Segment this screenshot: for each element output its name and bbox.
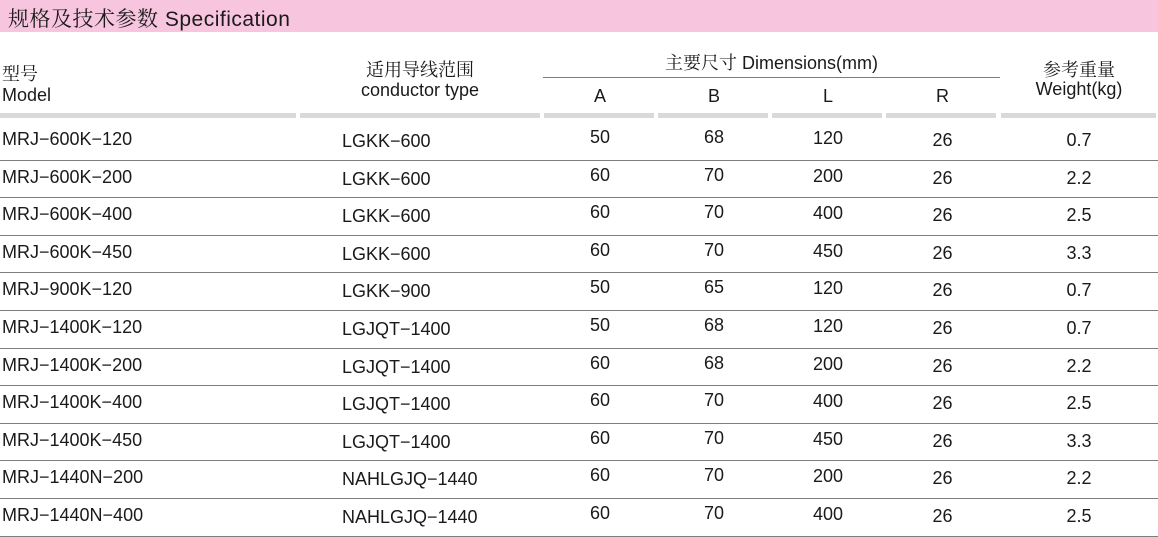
row-divider (0, 348, 1158, 349)
cell-a: 60 (589, 164, 611, 185)
cell-b: 70 (703, 164, 725, 185)
cell-conductor: LGKK−600 (342, 206, 431, 227)
cell-conductor: LGJQT−1400 (342, 431, 451, 452)
cell-model: MRJ−1400K−200 (2, 354, 143, 375)
cell-weight: 0.7 (1066, 130, 1092, 150)
cell-a: 60 (589, 352, 611, 373)
cell-r: 26 (932, 318, 953, 338)
header-separator (1001, 113, 1156, 118)
cell-conductor: LGKK−600 (342, 131, 431, 151)
cell-weight: 2.2 (1066, 468, 1092, 489)
header-weight-cn: 参考重量 (1043, 60, 1115, 80)
cell-weight: 0.7 (1066, 318, 1092, 338)
row-divider (0, 160, 1158, 161)
row-divider (0, 197, 1158, 198)
cell-conductor: LGKK−900 (342, 281, 431, 302)
cell-model: MRJ−600K−450 (2, 241, 133, 262)
row-divider (0, 272, 1158, 273)
cell-b: 70 (703, 202, 725, 223)
cell-l: 200 (812, 165, 844, 186)
header-dimensions: 主要尺寸 Dimensions(mm) (664, 53, 878, 73)
cell-a: 60 (589, 503, 611, 523)
header-separator (0, 113, 296, 118)
header-separator (772, 113, 882, 118)
cell-b: 68 (703, 315, 725, 335)
cell-l: 400 (812, 504, 844, 524)
cell-conductor: NAHLGJQ−1440 (342, 507, 478, 527)
cell-weight: 2.2 (1066, 355, 1092, 376)
cell-l: 200 (812, 353, 844, 374)
cell-r: 26 (932, 393, 953, 414)
cell-model: MRJ−600K−120 (2, 129, 133, 149)
header-separator (886, 113, 996, 118)
cell-a: 60 (589, 390, 611, 411)
cell-weight: 0.7 (1066, 280, 1092, 301)
dimensions-underline (543, 77, 1000, 78)
row-divider (0, 460, 1158, 461)
cell-l: 400 (812, 391, 844, 412)
cell-model: MRJ−1440N−200 (2, 467, 144, 488)
cell-conductor: LGJQT−1400 (342, 356, 451, 377)
row-divider (0, 498, 1158, 499)
cell-r: 26 (932, 430, 953, 451)
cell-model: MRJ−1440N−400 (2, 505, 144, 525)
cell-b: 70 (703, 239, 725, 260)
cell-model: MRJ−1400K−120 (2, 317, 143, 337)
cell-b: 70 (703, 427, 725, 448)
cell-l: 400 (812, 203, 844, 224)
cell-a: 50 (589, 127, 611, 147)
cell-r: 26 (932, 130, 953, 150)
cell-weight: 3.3 (1066, 430, 1092, 451)
cell-weight: 3.3 (1066, 242, 1092, 263)
cell-r: 26 (932, 205, 953, 226)
cell-b: 70 (703, 390, 725, 411)
cell-l: 200 (812, 466, 844, 487)
header-col-b: B (707, 86, 720, 106)
cell-conductor: LGKK−600 (342, 243, 431, 264)
cell-weight: 2.2 (1066, 167, 1092, 188)
header-weight-en: Weight(kg) (1035, 79, 1123, 99)
cell-model: MRJ−1400K−400 (2, 392, 143, 413)
cell-b: 68 (703, 352, 725, 373)
page-title: 规格及技术参数 Specification (8, 8, 291, 31)
cell-conductor: NAHLGJQ−1440 (342, 469, 478, 490)
cell-conductor: LGJQT−1400 (342, 394, 451, 415)
cell-l: 450 (812, 240, 844, 261)
cell-a: 60 (589, 465, 611, 486)
row-divider (0, 310, 1158, 311)
cell-weight: 2.5 (1066, 205, 1092, 226)
cell-r: 26 (932, 355, 953, 376)
header-model-en: Model (2, 85, 52, 105)
cell-conductor: LGJQT−1400 (342, 319, 451, 339)
header-col-r: R (936, 86, 949, 106)
cell-l: 450 (812, 428, 844, 449)
header-separator (544, 113, 654, 118)
cell-weight: 2.5 (1066, 506, 1092, 526)
cell-r: 26 (932, 167, 953, 188)
cell-a: 50 (589, 315, 611, 335)
header-conductor-cn: 适用导线范围 (366, 60, 474, 80)
row-divider (0, 423, 1158, 424)
cell-b: 70 (703, 465, 725, 486)
cell-a: 60 (589, 239, 611, 260)
cell-l: 120 (812, 278, 844, 299)
cell-r: 26 (932, 468, 953, 489)
header-col-l: L (822, 86, 833, 106)
cell-b: 70 (703, 503, 725, 523)
row-divider (0, 235, 1158, 236)
header-separator (300, 113, 540, 118)
cell-b: 68 (703, 127, 725, 147)
cell-a: 60 (589, 202, 611, 223)
cell-model: MRJ−600K−200 (2, 166, 133, 187)
header-model-cn: 型号 (2, 64, 38, 84)
title-bar (0, 0, 1158, 32)
cell-b: 65 (703, 277, 725, 298)
cell-l: 120 (812, 128, 844, 148)
header-col-a: A (593, 86, 606, 106)
cell-conductor: LGKK−600 (342, 168, 431, 189)
cell-weight: 2.5 (1066, 393, 1092, 414)
cell-r: 26 (932, 280, 953, 301)
header-conductor-en: conductor type (360, 80, 480, 100)
cell-l: 120 (812, 316, 844, 336)
cell-a: 50 (589, 277, 611, 298)
cell-model: MRJ−900K−120 (2, 279, 133, 300)
cell-model: MRJ−600K−400 (2, 204, 133, 225)
cell-r: 26 (932, 242, 953, 263)
cell-a: 60 (589, 427, 611, 448)
header-separator (658, 113, 768, 118)
cell-model: MRJ−1400K−450 (2, 429, 143, 450)
cell-r: 26 (932, 506, 953, 526)
row-divider (0, 385, 1158, 386)
